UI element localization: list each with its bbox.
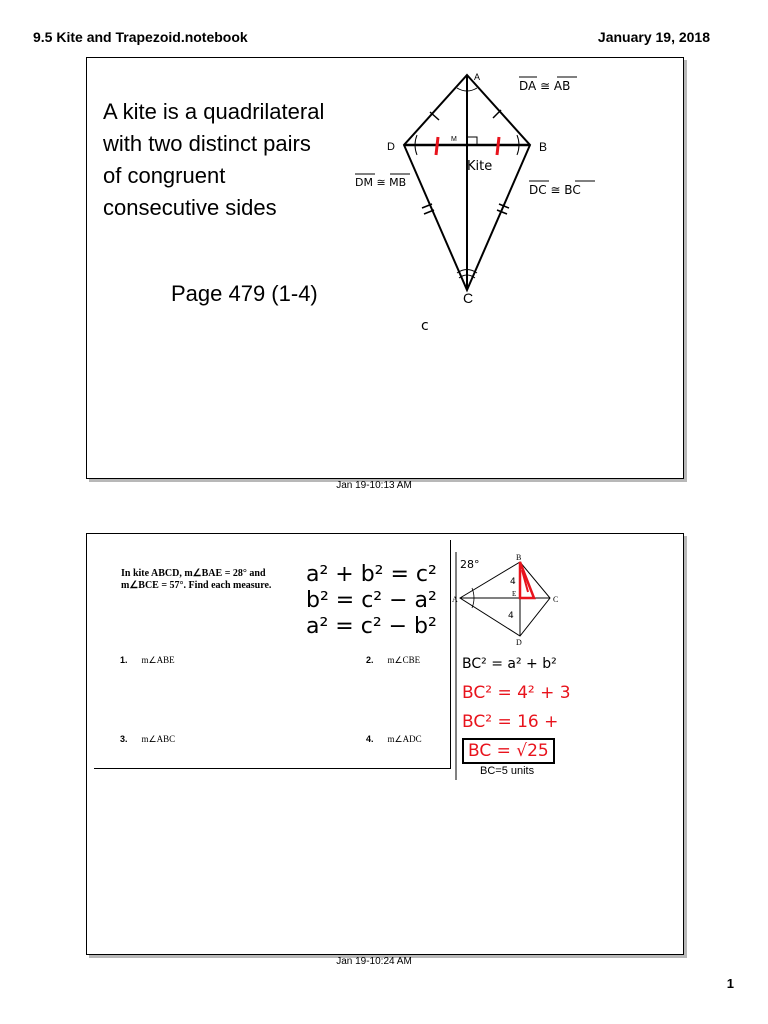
point-label-e: E — [512, 590, 517, 598]
segment-length: 4 — [510, 577, 516, 587]
question-3: 3. m∠ABC — [120, 734, 176, 744]
work-line: BC = √25 — [462, 738, 555, 764]
work-line: BC² = a² + b² — [462, 656, 557, 672]
page-number: 1 — [726, 976, 734, 991]
problem-prompt: In kite ABCD, m∠BAE = 28° and m∠BCE = 57°. Find each measure. — [121, 568, 272, 591]
question-1: 1. m∠ABE — [120, 655, 175, 665]
pythagorean-formulas — [306, 562, 437, 640]
vertex-label-a: A — [474, 72, 481, 82]
vertex-label-d: D — [516, 638, 522, 647]
page-reference: Page 479 (1-4) — [171, 281, 318, 306]
slide-timestamp: Jan 19-10:24 AM — [336, 956, 412, 967]
vertex-label-b: B — [516, 553, 522, 562]
note-dm-mb: DM ≅ MB — [355, 176, 407, 189]
work-line: BC² = 16 + — [462, 712, 559, 732]
final-answer: BC=5 units — [480, 765, 535, 777]
angle-note: 28° — [460, 558, 480, 571]
question-2: 2. m∠CBE — [366, 655, 421, 665]
note-dc-bc: DC ≅ BC — [529, 183, 581, 197]
formula: b² = c² − a² — [306, 588, 437, 613]
slide-kite-definition — [86, 57, 684, 479]
header-date: January 19, 2018 — [597, 29, 710, 45]
note-da-ab: DA ≅ AB — [519, 79, 571, 93]
kite-diagram — [87, 58, 683, 478]
vertex-label-b: B — [539, 140, 548, 154]
pythagorean-work — [462, 650, 571, 766]
work-line: BC² = 4² + 3 — [462, 683, 571, 703]
midpoint-label-m: M — [451, 136, 457, 143]
stray-mark: c — [421, 318, 429, 334]
segment-length: 4 — [508, 611, 514, 621]
vertex-label-c: C — [463, 290, 474, 306]
formula: a² + b² = c² — [306, 562, 437, 587]
question-4: 4. m∠ADC — [366, 734, 422, 744]
kite-label: Kite — [467, 159, 493, 174]
slide-timestamp: Jan 19-10:13 AM — [336, 480, 412, 491]
formula: a² = c² − b² — [306, 614, 437, 639]
definition-line: A kite is a quadrilateral — [103, 99, 325, 124]
vertex-label-d: D — [387, 141, 395, 153]
definition-line: with two distinct pairs — [103, 131, 311, 156]
notebook-title: 9.5 Kite and Trapezoid.notebook — [33, 29, 248, 45]
vertex-label-a: A — [452, 595, 458, 604]
vertex-label-c: C — [553, 595, 559, 604]
kite-problem-diagram — [450, 550, 580, 650]
definition-line: of congruent — [103, 163, 226, 188]
definition-line: consecutive sides — [103, 195, 277, 220]
